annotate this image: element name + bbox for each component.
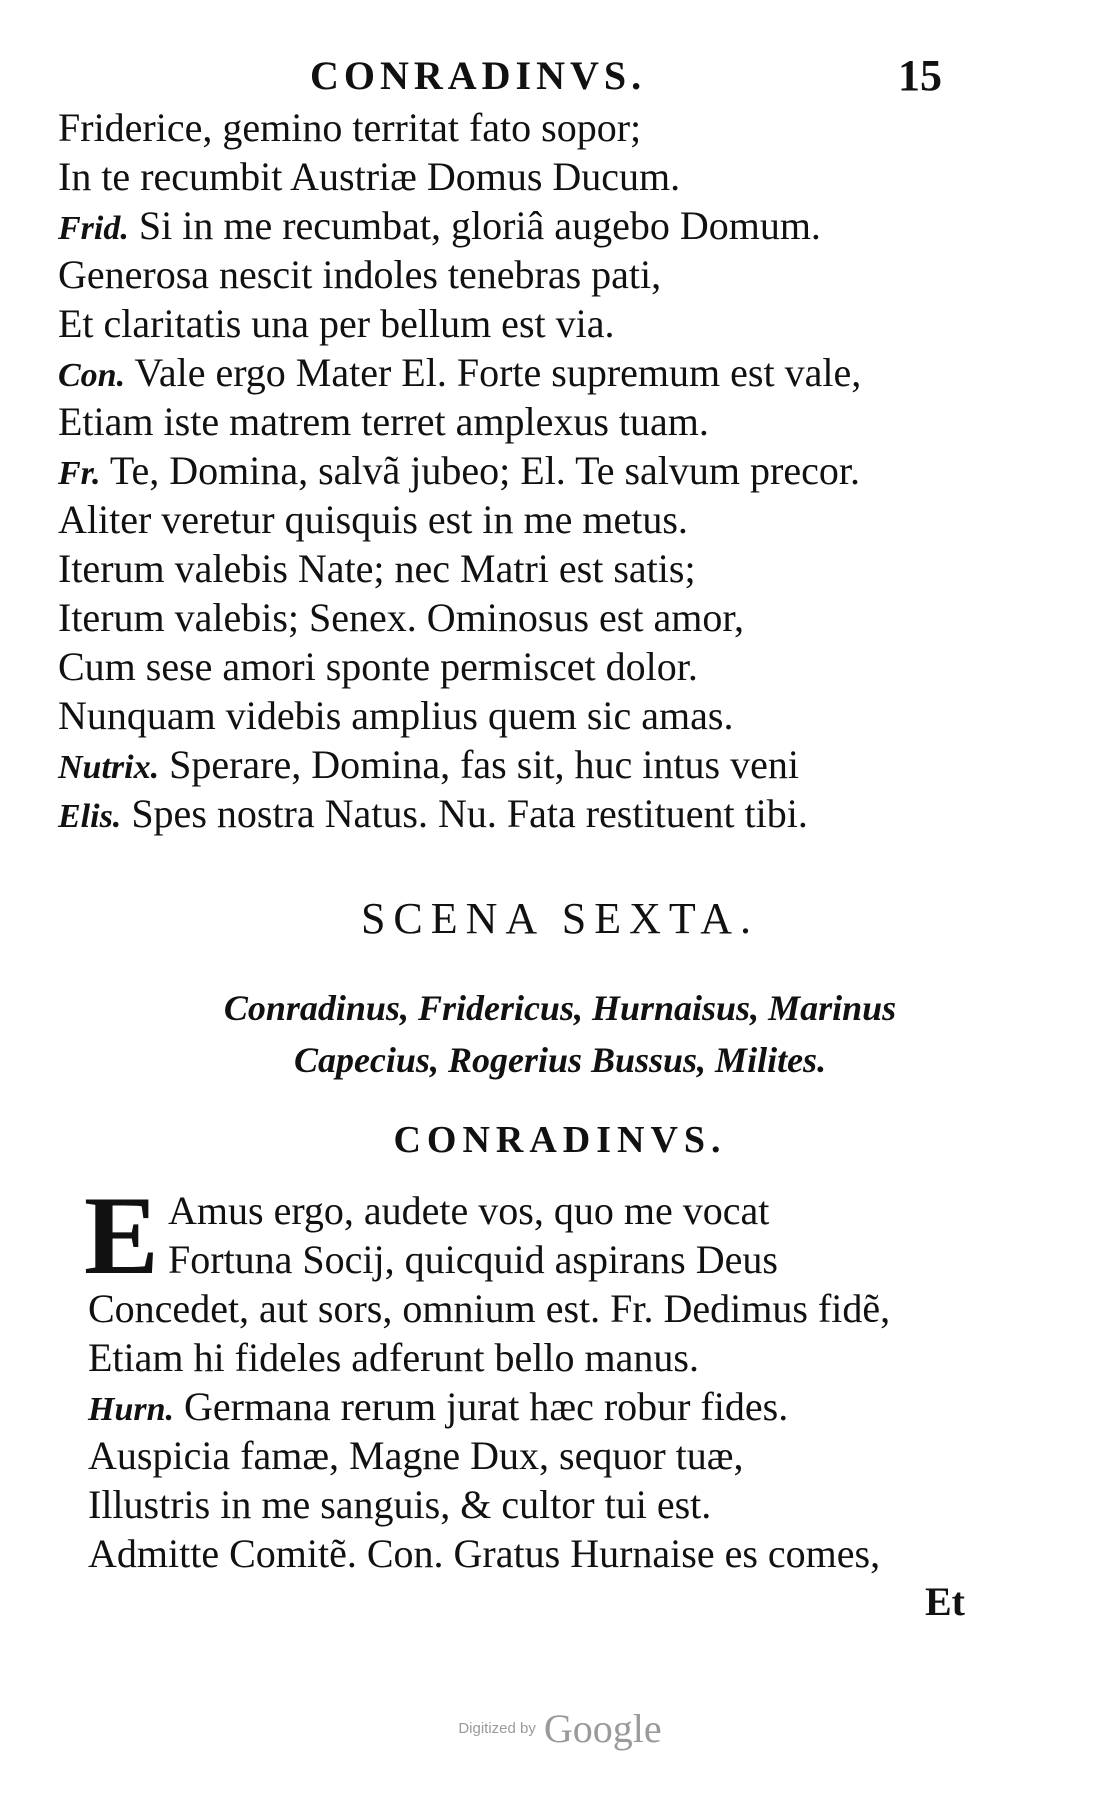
verse-line xyxy=(58,348,1058,397)
verse-text: Etiam iste matrem terret amplexus tuam. xyxy=(58,399,709,444)
speaker-heading: CONRADINVS. xyxy=(393,1119,727,1161)
speaker-label: Fr. xyxy=(58,455,101,492)
verse-text: Fortuna Socij, quicquid aspirans Deus xyxy=(168,1237,778,1282)
verse-line xyxy=(88,1431,1048,1480)
verse-line xyxy=(88,1382,1048,1431)
scene-title: SCENA SEXTA. xyxy=(360,894,760,943)
verse-line xyxy=(58,691,1058,740)
verse-line xyxy=(58,152,1058,201)
dramatis-personae xyxy=(140,982,980,1086)
verse-text: Et claritatis una per bellum est via. xyxy=(58,301,615,346)
speaker-label: Con. xyxy=(58,357,126,394)
dialogue-block-2a xyxy=(168,1186,1048,1284)
verse-line xyxy=(58,789,1058,838)
verse-line xyxy=(58,593,1058,642)
speaker-label: Hurn. xyxy=(88,1391,174,1428)
drop-cap: E xyxy=(84,1174,159,1298)
verse-text: Iterum valebis; Senex. Ominosus est amor, xyxy=(58,595,745,640)
dialogue-block-2b xyxy=(88,1284,1048,1578)
speaker-label: Elis. xyxy=(58,798,122,835)
speaker-label: Frid. xyxy=(58,210,129,247)
verse-text: Cum sese amori sponte permiscet dolor. xyxy=(58,644,698,689)
digitized-by-text: Digitized by xyxy=(458,1720,536,1737)
verse-text: Friderice, gemino territat fato sopor; xyxy=(58,105,642,150)
verse-line xyxy=(168,1235,1048,1284)
verse-line xyxy=(58,299,1058,348)
speaker-label: Nutrix. xyxy=(58,749,160,786)
verse-text: Si in me recumbat, gloriâ augebo Domum. xyxy=(138,203,821,248)
verse-line xyxy=(88,1333,1048,1382)
verse-text: Germana rerum jurat hæc robur fides. xyxy=(184,1384,789,1429)
verse-text: Nunquam videbis amplius quem sic amas. xyxy=(58,693,734,738)
verse-text: Vale ergo Mater El. Forte supremum est vale, xyxy=(134,350,862,395)
digitized-watermark xyxy=(0,1705,1120,1752)
verse-text: In te recumbit Austriæ Domus Ducum. xyxy=(58,154,681,199)
verse-line xyxy=(58,201,1058,250)
verse-line xyxy=(88,1529,1048,1578)
verse-text: Iterum valebis Nate; nec Matri est satis; xyxy=(58,546,696,591)
verse-text: Spes nostra Natus. Nu. Fata restituent tibi. xyxy=(131,791,808,836)
dialogue-block-1 xyxy=(58,103,1058,838)
page-number: 15 xyxy=(898,51,942,100)
personae-line: Conradinus, Fridericus, Hurnaisus, Marinus xyxy=(223,988,897,1028)
verse-text: Generosa nescit indoles tenebras pati, xyxy=(58,252,662,297)
verse-text: Te, Domina, salvã jubeo; El. Te salvum precor. xyxy=(109,448,860,493)
verse-line xyxy=(58,642,1058,691)
verse-text: Etiam hi fideles adferunt bello manus. xyxy=(88,1335,699,1380)
verse-line xyxy=(88,1284,1048,1333)
verse-line xyxy=(58,103,1058,152)
verse-text: Sperare, Domina, fas sit, huc intus veni xyxy=(169,742,799,787)
verse-text: Aliter veretur quisquis est in me metus. xyxy=(58,497,688,542)
verse-line xyxy=(58,250,1058,299)
personae-line: Capecius, Rogerius Bussus, Milites. xyxy=(293,1040,827,1080)
verse-text: Admitte Comitẽ. Con. Gratus Hurnaise es comes, xyxy=(88,1531,881,1576)
catchword: Et xyxy=(925,1579,965,1624)
verse-line xyxy=(88,1480,1048,1529)
verse-text: Concedet, aut sors, omnium est. Fr. Dedimus fidẽ, xyxy=(88,1286,891,1331)
verse-line xyxy=(58,740,1058,789)
google-logo: Google xyxy=(543,1706,662,1751)
verse-text: Illustris in me sanguis, & cultor tui est. xyxy=(88,1482,712,1527)
verse-text: Amus ergo, audete vos, quo me vocat xyxy=(168,1188,770,1233)
verse-text: Auspicia famæ, Magne Dux, sequor tuæ, xyxy=(88,1433,744,1478)
verse-line xyxy=(58,397,1058,446)
running-head: CONRADINVS. xyxy=(310,53,647,98)
verse-line xyxy=(58,446,1058,495)
verse-line xyxy=(168,1186,1048,1235)
verse-line xyxy=(58,544,1058,593)
verse-line xyxy=(58,495,1058,544)
